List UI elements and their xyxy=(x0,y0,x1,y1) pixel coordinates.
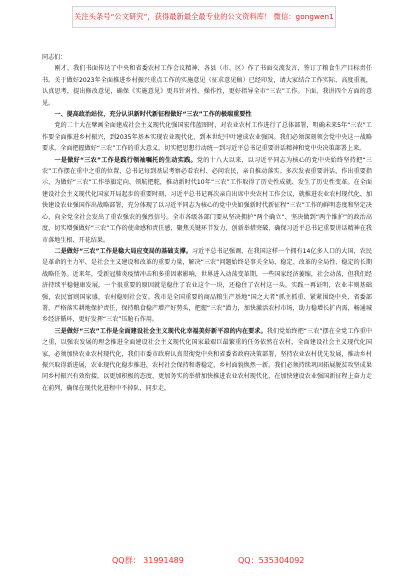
qq-group-number: QQ群： 31991489 xyxy=(112,556,184,565)
header-banner xyxy=(72,6,336,28)
point-2-text: 习近平总书记强调，在我国这样一个拥有14亿多人口的大国，农民是革命的主力军、是社会主义建设和改革的重要力量，解决“三农”问题始终是事关全局、稳定、改革的全局性、稳定的长期战略任务。近来年，受新冠肺炎疫情冲击和多重因素影响，世界进入动荡变革期，一些国家经济萎缩，社会动荡，但我们经济持续平稳健康发展，一个很重要的原因就是稳住了农业这个一块，还稳住了农村这一头。实践一再证明，农业丰则基础强，农民富则国家盛，农村稳则社会安。我市是全国重要的商品粮生产基地“国之大者”抓主抓重、紧紧围绕中央、省委部署，严格落实耕地保护责任，保持粮食稳产增产好势头，把握“三农”潜力，加快激活农村市场，助力稳增长扩内需，畅通城乡经济循环，更好发挥“三农”压舱石作用。 xyxy=(42,247,372,324)
point-1-lead: 一是做好“三农”工作是践行领袖嘱托的生动实践。 xyxy=(54,156,197,164)
section-1-paragraph: 党的二十大在擘画全面建成社会主义现代化强国宏伟蓝图时，对农业农村工作进行了总体部署，明确未来5年“三农”工作要全面推进乡村振兴，到2035年基本实现农业现代化，到本世纪中叶建成农业强国。我们必须深刻领会党中央这一战略要求，全面把握做好“三农”工作的重大意义，切实把思想行动统一到习近平总书记重要讲话精神和党中央决策部署上来。 xyxy=(42,122,372,153)
point-2-lead: 二是做好“三农”工作是稳大局应变局的基础支撑。 xyxy=(54,247,192,255)
qq-number: QQ：535304092 xyxy=(238,556,305,565)
greeting: 同志们： xyxy=(42,54,67,61)
section-1-heading: 一、提高政治站位，充分认识新时代新征程做好“三农”工作的极端重要性 xyxy=(54,111,252,119)
point-3-paragraph xyxy=(42,326,372,394)
point-1-paragraph xyxy=(42,155,372,246)
point-1-text: 党的十八大以来，以习近平同志为核心的党中央始终坚持把“三农”工作摆在重中之重的位置，总书记每到基层考察必看农村、必问农民，亲自推动落实。多次发表重要讲话、作出重要指示，为做好“三农”工作举旗定向、领航把舵，推动新时代10年“三农”工作取得了历史性成就、发生了历史性变革。在全面建设社会主义现代化国家开局起步的重要时刻，习近平总书记再次亲自出席中央农村工作会议，就推进农业农村现代化、加快建设农业强国作出战略部署，充分体现了以习近平同志为核心的党中央如强新时代新征程“三农”工作的鲜明态度和坚定决心，向全党全社会发出了重农强农的强烈信号。全市各级各部门要从坚决拥护“两个确立”、坚决做到“两个维护”的政治高度，切实增强做好“三农”工作的使命感和责任感，聚焦关键环节发力，创新举措突破，确保习近平总书记重要讲话精神在我市落地生根、开花结果。 xyxy=(42,156,372,244)
banner-text: 关注头条号“公文研究”，获得最新最全最专业的公文资料库！ 微信：gongwen1 xyxy=(74,12,334,21)
intro-paragraph: 刚才，我们书面传达了中央和省委农村工作会议精神，各县（市、区）作了书面交流发言，签订了粮食生产目标责任书。关于做好2023年全面推进乡村振兴重点工作的实施意见（征求意见稿）已经印发，请大家结合工作实际，高度重视，认真思考，提出修改意见，确保《实施意见》更具针对性、操作性，更好指导全市“三农”工作。下面，我讲四个方面的意见。 xyxy=(42,65,372,107)
point-3-lead: 三是做好“三农”工作是全面建设社会主义现代化幸福美好新平凉的内在要求。 xyxy=(54,327,267,335)
point-2-paragraph xyxy=(42,246,372,326)
document-body xyxy=(42,52,372,394)
point-3-text: 我们党始终把“三农”摆在全党工作重中之重，以强农发展的理念推进全面建设社会主义现代化国家最艰巨最繁重的任务依然在农村，全面建设社会主义现代化国家，必须加快农业农村现代化，我们市委市政府认真贯彻党中央和省委省政府决策部署，坚持农业农村优先发展，推动乡村振兴取得新进展，农业现代化稳步推进，农村社会保持和谐稳定，乡村面貌焕然一新。我们必须持续巩固拓展脱贫攻坚成果同乡村振兴有效衔接，以更加积极的态度、更加务实的举措加快推进农业农村现代化，在加快建设农业强国新征程上奋力走在前列，确保在现代化进程中不掉队、同步走。 xyxy=(42,327,372,392)
page-footer xyxy=(0,555,408,569)
